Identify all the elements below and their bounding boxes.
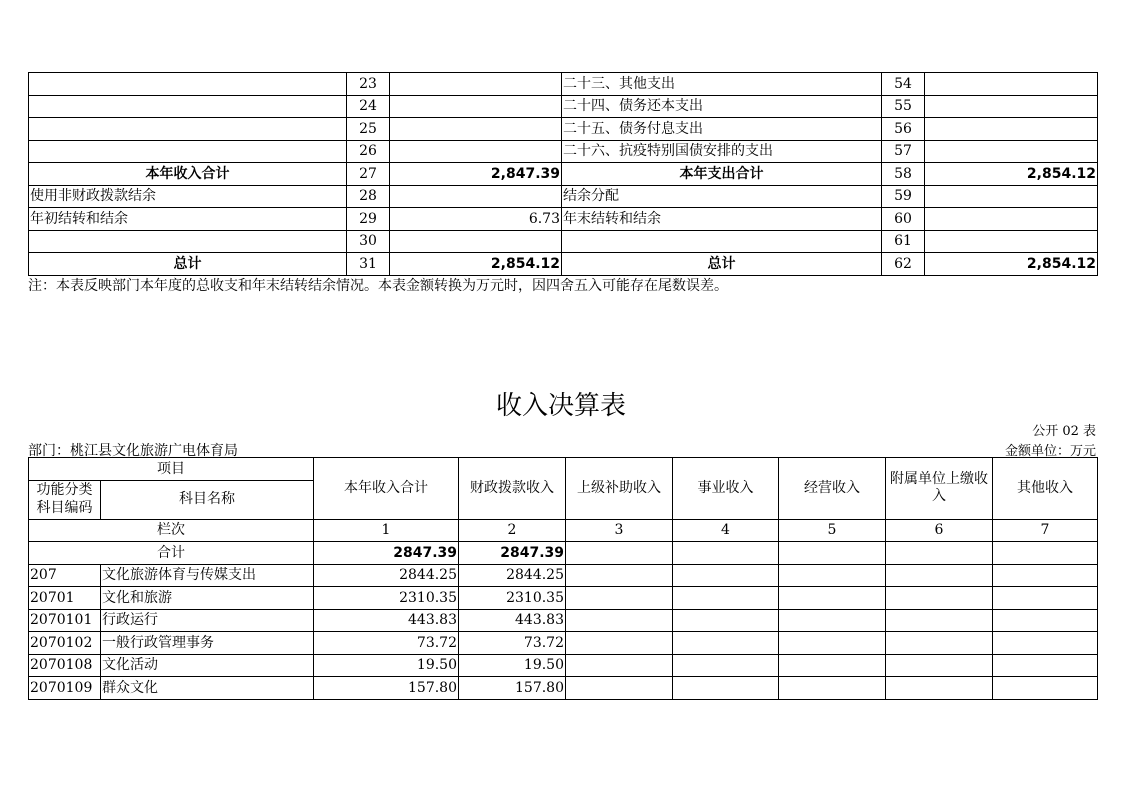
summary-row [29, 95, 1098, 118]
summary-right-amount [925, 230, 1098, 253]
row-value: 19.50 [314, 654, 459, 677]
row-name: 文化活动 [101, 654, 314, 677]
summary-right-amount: 2,854.12 [925, 163, 1098, 186]
total-value [779, 542, 886, 565]
row-name: 文化和旅游 [101, 587, 314, 610]
total-row [29, 542, 1098, 565]
summary-right-no: 59 [882, 185, 925, 208]
row-value [779, 564, 886, 587]
summary-row [29, 208, 1098, 231]
header-col-6: 附属单位上缴收入 [886, 458, 993, 520]
header-col-3: 上级补助收入 [566, 458, 673, 520]
summary-left-label: 本年收入合计 [29, 163, 347, 186]
row-value [566, 609, 673, 632]
table-row [29, 632, 1098, 655]
table-row [29, 677, 1098, 700]
summary-right-amount [925, 95, 1098, 118]
summary-right-label [562, 230, 882, 253]
row-value [673, 564, 779, 587]
summary-right-amount: 2,854.12 [925, 253, 1098, 276]
row-value: 2310.35 [314, 587, 459, 610]
summary-row [29, 185, 1098, 208]
row-value [566, 654, 673, 677]
summary-row [29, 163, 1098, 186]
row-value [673, 677, 779, 700]
row-value [993, 654, 1098, 677]
summary-row [29, 230, 1098, 253]
summary-left-no: 24 [347, 95, 390, 118]
summary-right-amount [925, 73, 1098, 96]
summary-left-amount [390, 118, 562, 141]
col-number: 6 [886, 519, 993, 542]
row-name: 行政运行 [101, 609, 314, 632]
row-name: 文化旅游体育与传媒支出 [101, 564, 314, 587]
table-row [29, 564, 1098, 587]
summary-left-amount: 6.73 [390, 208, 562, 231]
row-code: 2070102 [29, 632, 101, 655]
page-title: 收入决算表 [495, 391, 626, 421]
row-value: 19.50 [459, 654, 566, 677]
summary-left-label [29, 95, 347, 118]
header-name: 科目名称 [101, 480, 314, 519]
summary-left-no: 26 [347, 140, 390, 163]
amount-unit-label: 金额单位：万元 [1004, 444, 1096, 459]
summary-right-label: 二十三、其他支出 [562, 73, 882, 96]
summary-right-no: 61 [882, 230, 925, 253]
header-col-1: 本年收入合计 [314, 458, 459, 520]
income-table [28, 457, 1098, 700]
summary-left-amount: 2,854.12 [390, 253, 562, 276]
summary-right-amount [925, 140, 1098, 163]
row-name: 群众文化 [101, 677, 314, 700]
row-value: 2844.25 [314, 564, 459, 587]
row-value [993, 632, 1098, 655]
summary-row [29, 140, 1098, 163]
summary-left-label [29, 73, 347, 96]
summary-right-no: 57 [882, 140, 925, 163]
summary-left-amount [390, 185, 562, 208]
row-value: 157.80 [459, 677, 566, 700]
summary-right-label: 二十五、债务付息支出 [562, 118, 882, 141]
summary-left-label: 年初结转和结余 [29, 208, 347, 231]
row-value [993, 587, 1098, 610]
summary-right-no: 55 [882, 95, 925, 118]
summary-left-no: 29 [347, 208, 390, 231]
summary-left-amount [390, 140, 562, 163]
header-row-item [29, 458, 1098, 481]
summary-left-amount [390, 73, 562, 96]
summary-right-no: 56 [882, 118, 925, 141]
summary-left-label: 使用非财政拨款结余 [29, 185, 347, 208]
summary-left-amount [390, 95, 562, 118]
summary-right-label: 二十四、债务还本支出 [562, 95, 882, 118]
row-value [993, 564, 1098, 587]
summary-row [29, 253, 1098, 276]
header-col-7: 其他收入 [993, 458, 1098, 520]
summary-left-no: 31 [347, 253, 390, 276]
row-value: 2844.25 [459, 564, 566, 587]
summary-note: 注：本表反映部门本年度的总收支和年末结转结余情况。本表金额转换为万元时，因四舍五入可能存在尾数误差。 [28, 278, 728, 294]
row-value [993, 677, 1098, 700]
summary-left-no: 27 [347, 163, 390, 186]
row-value [993, 609, 1098, 632]
row-value [779, 632, 886, 655]
total-label: 合计 [29, 542, 314, 565]
summary-left-no: 25 [347, 118, 390, 141]
row-value [886, 654, 993, 677]
row-value [886, 564, 993, 587]
row-value [779, 609, 886, 632]
col-number: 1 [314, 519, 459, 542]
header-code: 功能分类科目编码 [29, 480, 101, 519]
summary-left-no: 23 [347, 73, 390, 96]
total-value: 2847.39 [459, 542, 566, 565]
table-row [29, 609, 1098, 632]
summary-right-no: 58 [882, 163, 925, 186]
row-value [673, 654, 779, 677]
summary-right-label: 结余分配 [562, 185, 882, 208]
row-value [886, 587, 993, 610]
col-number: 3 [566, 519, 673, 542]
row-value [886, 609, 993, 632]
total-value [993, 542, 1098, 565]
summary-right-label: 二十六、抗疫特别国债安排的支出 [562, 140, 882, 163]
summary-row [29, 73, 1098, 96]
summary-right-label: 本年支出合计 [562, 163, 882, 186]
row-value [673, 632, 779, 655]
row-value [673, 587, 779, 610]
summary-table [28, 72, 1098, 276]
summary-right-label: 总计 [562, 253, 882, 276]
row-value [886, 677, 993, 700]
header-col-2: 财政拨款收入 [459, 458, 566, 520]
form-code: 公开 02 表 [1032, 424, 1096, 439]
summary-right-no: 60 [882, 208, 925, 231]
table-row [29, 654, 1098, 677]
summary-left-label: 总计 [29, 253, 347, 276]
row-value [779, 654, 886, 677]
summary-right-amount [925, 185, 1098, 208]
row-value [566, 632, 673, 655]
total-value [673, 542, 779, 565]
row-value [779, 587, 886, 610]
department-label: 部门：桃江县文化旅游广电体育局 [28, 443, 238, 459]
row-value: 443.83 [314, 609, 459, 632]
header-col-5: 经营收入 [779, 458, 886, 520]
row-code: 2070101 [29, 609, 101, 632]
summary-left-amount [390, 230, 562, 253]
row-code: 2070108 [29, 654, 101, 677]
summary-left-label [29, 118, 347, 141]
total-value: 2847.39 [314, 542, 459, 565]
summary-left-amount: 2,847.39 [390, 163, 562, 186]
row-value: 73.72 [314, 632, 459, 655]
header-item: 项目 [29, 458, 314, 481]
header-col-4: 事业收入 [673, 458, 779, 520]
row-name: 一般行政管理事务 [101, 632, 314, 655]
summary-row [29, 118, 1098, 141]
summary-right-amount [925, 118, 1098, 141]
summary-left-no: 28 [347, 185, 390, 208]
column-number-row [29, 519, 1098, 542]
row-code: 20701 [29, 587, 101, 610]
summary-right-no: 54 [882, 73, 925, 96]
row-value: 157.80 [314, 677, 459, 700]
row-code: 207 [29, 564, 101, 587]
row-value [566, 587, 673, 610]
summary-left-label [29, 230, 347, 253]
col-number: 2 [459, 519, 566, 542]
table-row [29, 587, 1098, 610]
row-value: 73.72 [459, 632, 566, 655]
row-value [886, 632, 993, 655]
summary-left-no: 30 [347, 230, 390, 253]
row-value [566, 564, 673, 587]
row-code: 2070109 [29, 677, 101, 700]
col-row-label: 栏次 [29, 519, 314, 542]
row-value: 443.83 [459, 609, 566, 632]
row-value [779, 677, 886, 700]
summary-left-label [29, 140, 347, 163]
total-value [886, 542, 993, 565]
summary-right-amount [925, 208, 1098, 231]
row-value [566, 677, 673, 700]
total-value [566, 542, 673, 565]
col-number: 4 [673, 519, 779, 542]
summary-right-no: 62 [882, 253, 925, 276]
row-value: 2310.35 [459, 587, 566, 610]
col-number: 7 [993, 519, 1098, 542]
row-value [673, 609, 779, 632]
col-number: 5 [779, 519, 886, 542]
summary-right-label: 年末结转和结余 [562, 208, 882, 231]
